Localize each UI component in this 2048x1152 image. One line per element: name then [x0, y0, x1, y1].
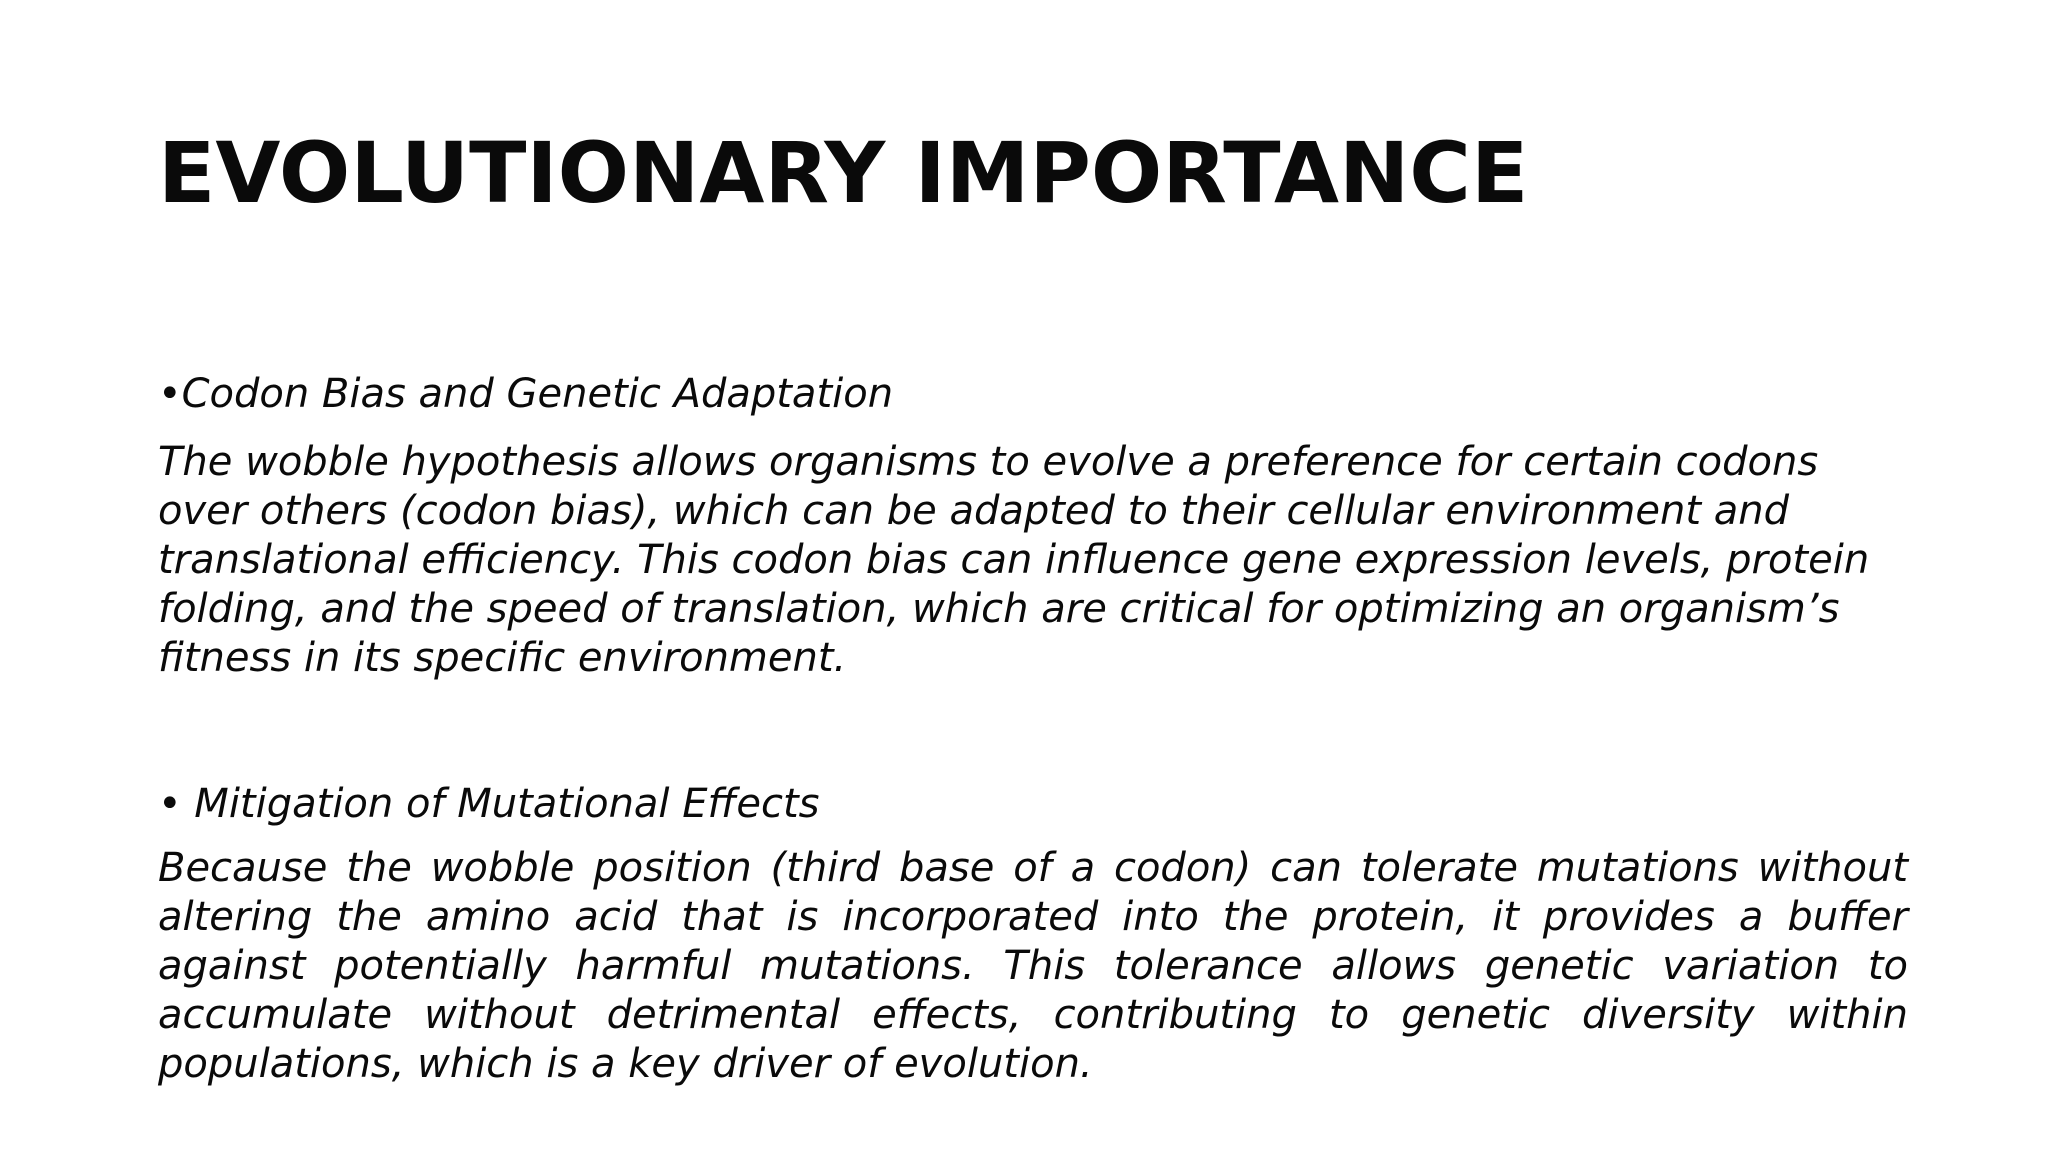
section-mutational-effects: [158, 778, 1908, 1089]
bullet-body: Because the wobble position (third base of a codon) can tolerate mutations without altering the amino acid that is incorporated into the protein, it provides a buffer against potentially harmful mutations. This tolerance allows genetic variation to accumulate without detrimental effects, contributing to genetic diversity within populations, which is a key driver of evolution.: [158, 845, 1908, 1087]
section-codon-bias: [158, 368, 1908, 683]
bullet-body: The wobble hypothesis allows organisms to evolve a preference for certain codons over others (codon bias), which can be adapted to their cellular environment and translational efficiency. This codon bias can influence gene expression levels, protein folding, and the speed of translation, which are critical for optimizing an organism’s fitness in its specific environment.: [158, 439, 1870, 681]
slide-title: EVOLUTIONARY IMPORTANCE: [158, 124, 1529, 222]
bullet-heading: • Mitigation of Mutational Effects: [158, 781, 820, 827]
bullet-heading: •Codon Bias and Genetic Adaptation: [158, 371, 894, 417]
